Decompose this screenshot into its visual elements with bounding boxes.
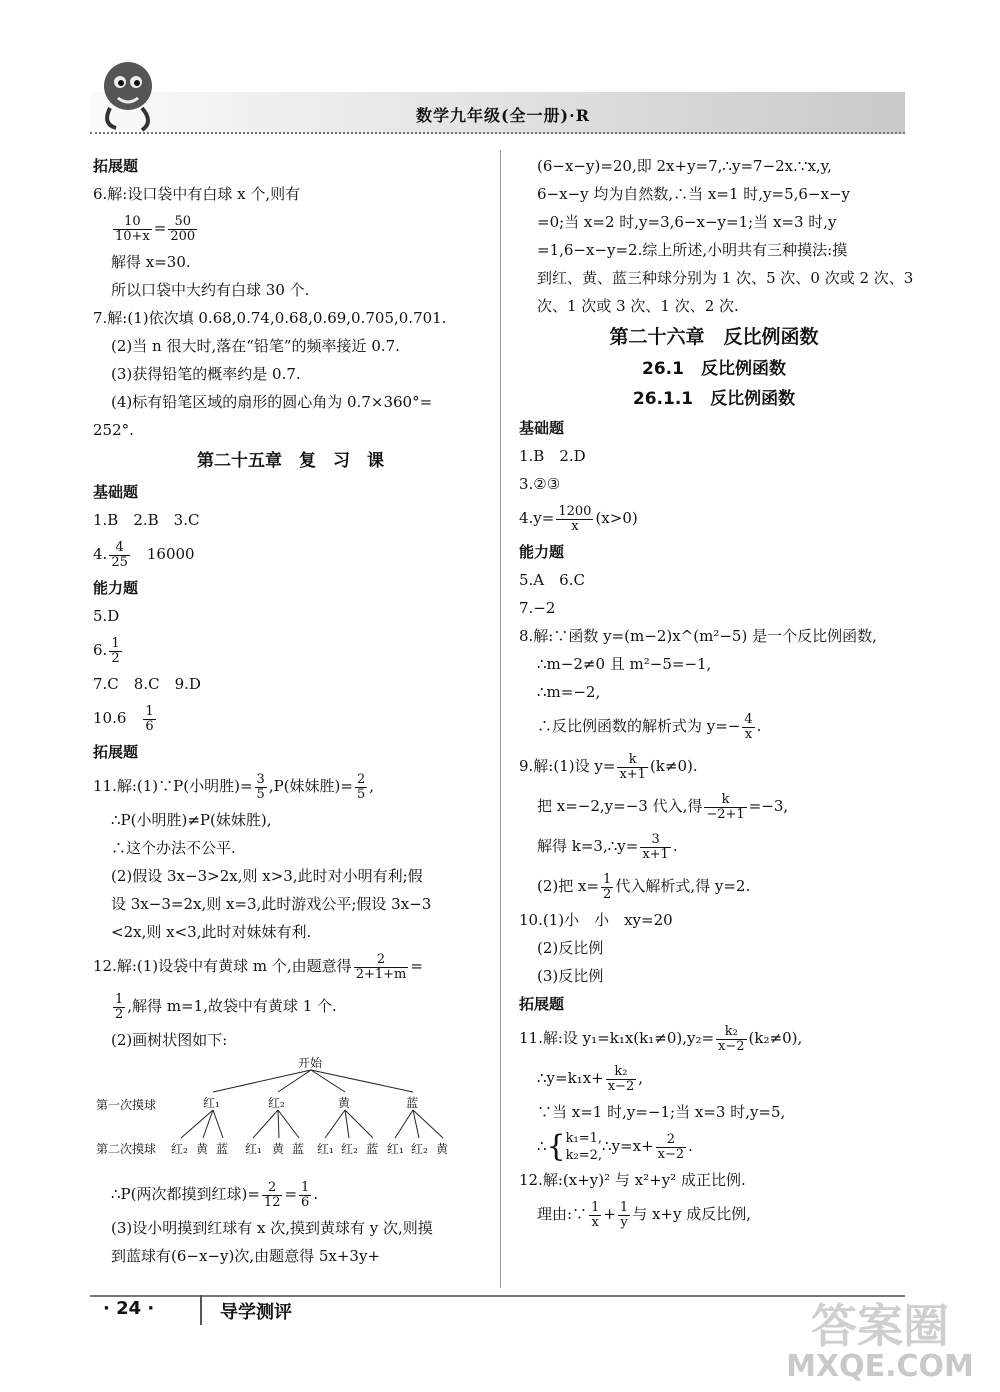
q12-continued: =0;当 x=2 时,y=3,6−x−y=1;当 x=3 时,y <box>537 213 837 231</box>
q12-line: $\frac{1}{2}$ ,解得 m=1,故袋中有黄球 1 个. <box>115 991 337 1022</box>
column-divider <box>500 150 501 1288</box>
fraction: $\frac{1}{6}$ <box>301 1179 310 1210</box>
chapter-title: 第二十五章 复 习 课 <box>197 451 384 471</box>
tree-node: 蓝 <box>216 1142 229 1156</box>
tree-node: 黄 <box>436 1142 449 1156</box>
q12-line: ∴P(两次都摸到红球)= $\frac{2}{12}$ = $\frac{1}{6}$ . <box>111 1179 319 1210</box>
q6-line: 解得 x=30. <box>111 253 191 271</box>
tree-node: 蓝 <box>406 1096 419 1110</box>
fraction: $\frac{1}{2}$ <box>115 991 124 1022</box>
tree-diagram <box>93 1054 488 1174</box>
subsection-title: 26.1.1 反比例函数 <box>632 389 796 409</box>
q12-line: (2)画树状图如下: <box>111 1031 228 1049</box>
tree-node: 黄 <box>272 1142 285 1156</box>
fraction: $\frac{1}{6}$ <box>145 703 154 734</box>
q7-line: (4)标有铅笔区域的扇形的圆心角为 0.7×360°= <box>111 393 433 411</box>
q11-line: ∵当 x=1 时,y=−1;当 x=3 时,y=5, <box>537 1103 786 1121</box>
q9-line: (2)把 x= $\frac{1}{2}$ 代入解析式,得 y=2. <box>537 871 751 902</box>
q12-continued: (6−x−y)=20,即 2x+y=7,∴y=7−2x.∵x,y, <box>537 157 832 175</box>
q12-line: 12.解:(x+y)² 与 x²+y² 成正比例. <box>519 1171 746 1189</box>
tree-node: 红₁ <box>387 1142 404 1156</box>
footer-divider <box>200 1295 202 1325</box>
q11-line: ∴这个办法不公平. <box>111 839 236 857</box>
fraction: $\frac{1}{x}$ <box>591 1199 600 1230</box>
section-heading: 拓展题 <box>519 995 565 1013</box>
q8-line: ∴m=−2, <box>537 683 601 701</box>
fraction: $\frac{1}{2}$ <box>603 871 612 902</box>
tree-node: 红₁ <box>203 1096 220 1110</box>
tree-node: 红₂ <box>341 1142 358 1156</box>
q9-line: 9.解:(1)设 y= $\frac{k}{x+1}$ (k≠0). <box>519 751 698 782</box>
q11-line: 11.解:(1)∵P(小明胜)= $\frac{3}{5}$ ,P(妹妹胜)= $\frac{2}{5}$ , <box>93 771 375 802</box>
q11-line: 设 3x−3=2x,则 x=3,此时游戏公平;假设 3x−3 <box>111 895 432 913</box>
answer-line: 3.②③ <box>519 475 561 493</box>
section-heading: 能力题 <box>519 543 565 561</box>
fraction: $\frac{1}{2}$ <box>111 635 120 666</box>
q6-line: 6.解:设口袋中有白球 x 个,则有 <box>93 185 301 203</box>
q11-line: (2)假设 3x−3>2x,则 x>3,此时对小明有利;假 <box>111 867 423 885</box>
answer-line: 1.B 2.B 3.C <box>93 511 200 529</box>
q7-line: (3)获得铅笔的概率约是 0.7. <box>111 365 301 383</box>
section-heading: 拓展题 <box>93 743 139 761</box>
tree-row-label: 第二次摸球 <box>96 1142 157 1156</box>
q7-line: (2)当 n 很大时,落在“铅笔”的频率接近 0.7. <box>111 337 400 355</box>
tree-node: 蓝 <box>366 1142 379 1156</box>
equation-system: k₁=1, k₂=2, <box>565 1131 603 1163</box>
fraction: $\frac{2}{2+1+m}$ <box>355 951 407 982</box>
answer-line: 10.6 $\frac{1}{6}$ <box>93 703 154 734</box>
fraction: $\frac{4}{x}$ <box>744 711 753 742</box>
answer-line: 6. $\frac{1}{2}$ <box>93 635 120 666</box>
tree-node: 红₁ <box>245 1142 262 1156</box>
fraction: $\frac{k}{-2+1}$ <box>706 791 745 822</box>
q12-line: (3)设小明摸到红球有 x 次,摸到黄球有 y 次,则摸 <box>111 1219 433 1237</box>
q9-line: 解得 k=3,∴y= $\frac{3}{x+1}$ . <box>537 831 678 862</box>
q10-line: (2)反比例 <box>537 939 604 957</box>
tree-row-label: 第一次摸球 <box>96 1098 157 1112</box>
fraction: $\frac{2}{5}$ <box>356 771 366 802</box>
answer-line: 5.D <box>93 607 120 625</box>
tree-node: 红₂ <box>268 1096 285 1110</box>
q11-line: ∴P(小明胜)≠P(妹妹胜), <box>111 811 272 829</box>
chapter-title: 第二十六章 反比例函数 <box>609 326 819 348</box>
fraction: $\frac{3}{5}$ <box>256 771 265 802</box>
tree-node: 红₁ <box>317 1142 334 1156</box>
fraction: $\frac{k}{x+1}$ <box>619 751 646 782</box>
q8-line: ∴m−2≠0 且 m²−5=−1, <box>537 655 712 673</box>
answer-line: 5.A 6.C <box>519 571 585 589</box>
brace-icon: { <box>546 1129 566 1164</box>
q12-continued: 次、1 次或 3 次、1 次、2 次. <box>537 297 739 315</box>
tree-node: 红₂ <box>171 1142 188 1156</box>
q12-line: 到蓝球有(6−x−y)次,由题意得 5x+3y+ <box>111 1247 381 1265</box>
right-column <box>519 152 914 1234</box>
tree-start: 开始 <box>298 1056 323 1070</box>
answer-line: 4. $\frac{4}{25}$ 16000 <box>93 539 195 570</box>
q7-line: 7.解:(1)依次填 0.68,0.74,0.68,0.69,0.705,0.701. <box>93 309 447 327</box>
fraction: $\frac{2}{12}$ <box>263 1179 281 1210</box>
q12-line: 理由:∵ $\frac{1}{x}$ + $\frac{1}{y}$ 与 x+y 成反比例, <box>537 1199 752 1230</box>
section-heading: 能力题 <box>93 579 139 597</box>
watermark-text: 答案圈 <box>811 1299 949 1353</box>
q12-continued: =1,6−x−y=2.综上所述,小明共有三种摸法:摸 <box>537 241 848 259</box>
section-title: 26.1 反比例函数 <box>642 359 786 379</box>
q12-continued: 6−x−y 均为自然数,∴当 x=1 时,y=5,6−x−y <box>537 185 850 203</box>
header-title: 数学九年级(全一册)·R <box>415 106 590 125</box>
fraction: $\frac{\text{k₂}}{x-2}$ <box>607 1063 635 1094</box>
fraction: $\frac{50}{200}$ <box>170 213 196 244</box>
q8-line: 8.解:∵函数 y=(m−2)x^(m²−5) 是一个反比例函数, <box>519 627 877 645</box>
page-number: · 24 · <box>103 1298 155 1319</box>
tree-node: 黄 <box>338 1096 351 1110</box>
fraction: $\frac{3}{x+1}$ <box>642 831 669 862</box>
section-heading: 基础题 <box>519 419 565 437</box>
tree-node: 红₂ <box>411 1142 428 1156</box>
answer-line: 7.−2 <box>519 599 556 617</box>
q11-line: 11.解:设 y₁=k₁x(k₁≠0),y₂= $\frac{\text{k₂}}{x-2}$ (k₂≠0), <box>519 1023 803 1054</box>
q6-line: 所以口袋中大约有白球 30 个. <box>111 281 310 299</box>
q8-line: ∴反比例函数的解析式为 y=− $\frac{4}{x}$ . <box>537 711 762 742</box>
q9-line: 把 x=−2,y=−3 代入,得 $\frac{k}{-2+1}$ =−3, <box>537 791 789 822</box>
q11-line: <2x,则 x<3,此时对妹妹有利. <box>111 923 312 941</box>
q6-equation: $\frac{10}{10+x}$ = $\frac{50}{200}$ <box>115 213 196 244</box>
fraction: $\frac{1}{y}$ <box>619 1199 629 1230</box>
q11-line: ∴{ k₁=1, k₂=2, ∴y=x+ $\frac{2}{x-2}$ . <box>537 1129 693 1164</box>
left-column <box>93 152 488 1270</box>
footer-rule <box>90 1295 905 1297</box>
tree-node: 蓝 <box>292 1142 305 1156</box>
tree-node: 黄 <box>196 1142 209 1156</box>
mascot-icon <box>92 58 162 132</box>
watermark <box>770 1300 990 1385</box>
q12-line: 12.解:(1)设袋中有黄球 m 个,由题意得 $\frac{2}{2+1+m}$ = <box>93 951 423 982</box>
watermark-url: MXQE.COM <box>786 1349 974 1384</box>
q11-line: ∴y=k₁x+ $\frac{\text{k₂}}{x-2}$ , <box>537 1063 643 1094</box>
q10-line: (3)反比例 <box>537 967 604 985</box>
brand-name: 导学测评 <box>220 1302 292 1323</box>
fraction: $\frac{2}{x-2}$ <box>657 1131 685 1162</box>
q10-line: 10.(1)小 小 xy=20 <box>519 911 673 929</box>
fraction: $\frac{1200}{x}$ <box>558 503 592 534</box>
q12-continued: 到红、黄、蓝三种球分别为 1 次、5 次、0 次或 2 次、3 <box>537 269 914 287</box>
section-heading: 基础题 <box>93 483 139 501</box>
fraction: $\frac{4}{25}$ <box>111 539 128 570</box>
answer-line: 7.C 8.C 9.D <box>93 675 201 693</box>
q7-line: 252°. <box>93 421 134 439</box>
answer-line: 4.y= $\frac{1200}{x}$ (x>0) <box>519 503 638 534</box>
fraction: $\frac{\text{k₂}}{x-2}$ <box>718 1023 745 1054</box>
answer-line: 1.B 2.D <box>519 447 586 465</box>
fraction: $\frac{10}{10+x}$ <box>115 213 150 244</box>
section-heading: 拓展题 <box>93 157 139 175</box>
